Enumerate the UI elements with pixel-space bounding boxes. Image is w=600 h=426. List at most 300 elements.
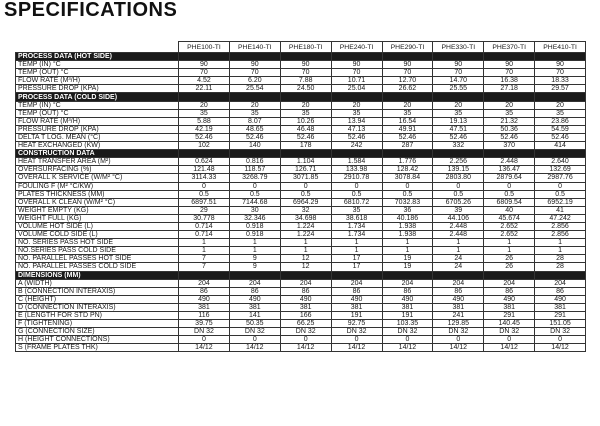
table-cell: 70 — [433, 69, 484, 77]
table-cell: 1.938 — [382, 222, 433, 230]
table-row — [16, 174, 586, 182]
table-cell: 7.88 — [280, 77, 331, 85]
table-cell: 0 — [382, 336, 433, 344]
table-cell: 204 — [331, 279, 382, 287]
table-cell: 16.54 — [382, 117, 433, 125]
table-cell: 370 — [484, 142, 535, 150]
table-cell: 141 — [229, 312, 280, 320]
table-cell: 490 — [179, 295, 230, 303]
table-cell: 9 — [229, 263, 280, 271]
section-heading-fill — [280, 271, 331, 279]
table-cell: 3071.85 — [280, 174, 331, 182]
table-cell: 54.59 — [535, 125, 586, 133]
table-cell: 1 — [179, 247, 230, 255]
row-label: WEIGHT FULL (KG) — [16, 214, 179, 222]
row-label: OVERALL K CLEAN (W/M² °C) — [16, 198, 179, 206]
table-cell: 2.448 — [433, 222, 484, 230]
table-cell: 241 — [433, 312, 484, 320]
table-cell: 490 — [484, 295, 535, 303]
table-row — [16, 287, 586, 295]
table-cell: 6897.51 — [179, 198, 230, 206]
table-cell: 3268.79 — [229, 174, 280, 182]
table-cell: 6809.54 — [484, 198, 535, 206]
table-cell: 7 — [179, 263, 230, 271]
section-heading-fill — [433, 93, 484, 101]
table-cell: 490 — [535, 295, 586, 303]
section-heading-fill — [331, 150, 382, 158]
table-cell: 48.65 — [229, 125, 280, 133]
table-cell: 140 — [229, 142, 280, 150]
table-cell: 10.71 — [331, 77, 382, 85]
table-cell: DN 32 — [229, 328, 280, 336]
table-cell: 5.88 — [179, 117, 230, 125]
table-cell: 86 — [484, 287, 535, 295]
table-cell: 291 — [535, 312, 586, 320]
table-cell: 204 — [179, 279, 230, 287]
table-cell: 6.20 — [229, 77, 280, 85]
table-cell: 90 — [229, 61, 280, 69]
section-heading-fill — [484, 53, 535, 61]
table-row — [16, 263, 586, 271]
table-cell: 40 — [484, 206, 535, 214]
section-heading-fill — [382, 271, 433, 279]
table-cell: 381 — [433, 303, 484, 311]
table-cell: 12.70 — [382, 77, 433, 85]
table-cell: 490 — [229, 295, 280, 303]
table-cell: 204 — [484, 279, 535, 287]
table-cell: 1 — [382, 247, 433, 255]
table-row — [16, 312, 586, 320]
section-heading: PROCESS DATA (COLD SIDE) — [16, 93, 179, 101]
table-cell: 30 — [229, 206, 280, 214]
table-cell: 1 — [280, 247, 331, 255]
model-header-phe140-ti: PHE140-TI — [229, 42, 280, 53]
section-header-row — [16, 53, 586, 61]
table-cell: 191 — [331, 312, 382, 320]
table-cell: 39 — [433, 206, 484, 214]
row-label: H (HEIGHT CONNECTIONS) — [16, 336, 179, 344]
section-heading-fill — [484, 93, 535, 101]
table-cell: 1.104 — [280, 158, 331, 166]
table-cell: 2.448 — [433, 231, 484, 239]
model-header-phe290-ti: PHE290-TI — [382, 42, 433, 53]
table-cell: 35 — [280, 109, 331, 117]
table-row — [16, 182, 586, 190]
table-cell: 52.46 — [535, 133, 586, 141]
table-cell: 14/12 — [484, 344, 535, 352]
table-cell: 2987.76 — [535, 174, 586, 182]
table-cell: 0 — [484, 182, 535, 190]
table-cell: 1 — [484, 247, 535, 255]
table-cell: 2.640 — [535, 158, 586, 166]
table-cell: 90 — [535, 61, 586, 69]
table-cell: 35 — [331, 206, 382, 214]
table-cell: 86 — [433, 287, 484, 295]
table-cell: 178 — [280, 142, 331, 150]
table-cell: 10.26 — [280, 117, 331, 125]
row-label: PLATES THICKNESS (MM) — [16, 190, 179, 198]
table-cell: 7032.83 — [382, 198, 433, 206]
table-cell: 381 — [484, 303, 535, 311]
table-cell: 19 — [382, 255, 433, 263]
table-cell: 490 — [331, 295, 382, 303]
table-row — [16, 336, 586, 344]
section-heading-fill — [382, 53, 433, 61]
table-row — [16, 101, 586, 109]
table-cell: 52.46 — [382, 133, 433, 141]
section-heading-fill — [535, 53, 586, 61]
row-label: TEMP (OUT) °C — [16, 109, 179, 117]
table-cell: 381 — [179, 303, 230, 311]
table-row — [16, 295, 586, 303]
table-cell: 0 — [179, 182, 230, 190]
table-cell: 0.5 — [382, 190, 433, 198]
table-row — [16, 69, 586, 77]
model-header-phe330-ti: PHE330-TI — [433, 42, 484, 53]
table-cell: 20 — [535, 101, 586, 109]
table-cell: 132.69 — [535, 166, 586, 174]
table-cell: 70 — [484, 69, 535, 77]
table-row — [16, 303, 586, 311]
table-cell: 1 — [484, 239, 535, 247]
row-label: PRESSURE DROP (KPA) — [16, 125, 179, 133]
table-cell: 52.46 — [484, 133, 535, 141]
row-label: C (HEIGHT) — [16, 295, 179, 303]
table-cell: 0.624 — [179, 158, 230, 166]
table-cell: 291 — [484, 312, 535, 320]
table-cell: 1 — [433, 247, 484, 255]
table-cell: 1 — [229, 239, 280, 247]
table-cell: 121.48 — [179, 166, 230, 174]
table-cell: 0.5 — [433, 190, 484, 198]
table-cell: 35 — [229, 109, 280, 117]
table-cell: 2803.80 — [433, 174, 484, 182]
table-cell: 14/12 — [179, 344, 230, 352]
table-cell: 17 — [331, 255, 382, 263]
table-row — [16, 198, 586, 206]
table-cell: 52.46 — [433, 133, 484, 141]
table-cell: 47.242 — [535, 214, 586, 222]
table-cell: 86 — [535, 287, 586, 295]
table-row — [16, 142, 586, 150]
table-cell: 0.5 — [229, 190, 280, 198]
row-label: A (WIDTH) — [16, 279, 179, 287]
table-cell: 1 — [535, 239, 586, 247]
table-cell: 42.19 — [179, 125, 230, 133]
table-cell: 0.918 — [229, 231, 280, 239]
section-heading-fill — [179, 271, 230, 279]
table-cell: 70 — [535, 69, 586, 77]
table-row — [16, 239, 586, 247]
section-heading-fill — [484, 150, 535, 158]
row-label: NO.SERIES PASS COLD SIDE — [16, 247, 179, 255]
row-label: E (LENGTH FOR STD PN) — [16, 312, 179, 320]
table-cell: 381 — [229, 303, 280, 311]
table-cell: 14.70 — [433, 77, 484, 85]
table-cell: 20 — [229, 101, 280, 109]
table-cell: 41 — [535, 206, 586, 214]
table-cell: 490 — [280, 295, 331, 303]
table-cell: 381 — [280, 303, 331, 311]
table-row — [16, 61, 586, 69]
section-heading-fill — [179, 150, 230, 158]
table-cell: 28 — [535, 263, 586, 271]
table-cell: 2.652 — [484, 222, 535, 230]
table-row — [16, 133, 586, 141]
table-cell: 381 — [535, 303, 586, 311]
table-cell: 1 — [433, 239, 484, 247]
table-cell: 0 — [433, 336, 484, 344]
table-row — [16, 109, 586, 117]
table-cell: 35 — [382, 109, 433, 117]
section-header-row — [16, 93, 586, 101]
table-cell: 3078.84 — [382, 174, 433, 182]
table-cell: 24 — [433, 255, 484, 263]
table-cell: 26.62 — [382, 85, 433, 93]
table-cell: 490 — [433, 295, 484, 303]
table-cell: 6964.29 — [280, 198, 331, 206]
table-cell: 24.50 — [280, 85, 331, 93]
table-cell: 29 — [179, 206, 230, 214]
model-header-phe180-ti: PHE180-TI — [280, 42, 331, 53]
table-cell: 14/12 — [382, 344, 433, 352]
table-cell: 2.856 — [535, 222, 586, 230]
table-cell: 1 — [229, 247, 280, 255]
table-cell: 287 — [382, 142, 433, 150]
row-label: B (CONNECTION INTERAXIS) — [16, 287, 179, 295]
table-cell: 47.51 — [433, 125, 484, 133]
table-cell: 32 — [280, 206, 331, 214]
table-cell: 16.38 — [484, 77, 535, 85]
table-row — [16, 77, 586, 85]
table-cell: 52.46 — [280, 133, 331, 141]
section-heading: PROCESS DATA (HOT SIDE) — [16, 53, 179, 61]
table-cell: 151.05 — [535, 320, 586, 328]
table-cell: 20 — [382, 101, 433, 109]
table-cell: 139.15 — [433, 166, 484, 174]
row-label: TEMP (OUT) °C — [16, 69, 179, 77]
table-cell: 2.256 — [433, 158, 484, 166]
table-cell: 52.46 — [179, 133, 230, 141]
table-cell: 20 — [433, 101, 484, 109]
table-row — [16, 255, 586, 263]
table-cell: 0.714 — [179, 222, 230, 230]
table-cell: 2.652 — [484, 231, 535, 239]
row-label: TEMP (IN) °C — [16, 101, 179, 109]
table-cell: 25.55 — [433, 85, 484, 93]
table-cell: 36 — [382, 206, 433, 214]
table-cell: 0 — [535, 336, 586, 344]
table-cell: 90 — [433, 61, 484, 69]
table-cell: 66.25 — [280, 320, 331, 328]
table-cell: 25.04 — [331, 85, 382, 93]
table-cell: 50.35 — [229, 320, 280, 328]
table-cell: 0 — [535, 182, 586, 190]
table-cell: 414 — [535, 142, 586, 150]
table-cell: 204 — [229, 279, 280, 287]
page-title: SPECIFICATIONS — [4, 0, 178, 21]
table-cell: 1 — [280, 239, 331, 247]
table-cell: 90 — [484, 61, 535, 69]
section-heading-fill — [179, 93, 230, 101]
table-cell: 204 — [382, 279, 433, 287]
table-cell: 1.938 — [382, 231, 433, 239]
section-heading-fill — [433, 53, 484, 61]
table-cell: 332 — [433, 142, 484, 150]
table-cell: 103.35 — [382, 320, 433, 328]
row-label: F (TIGHTENING) — [16, 320, 179, 328]
table-cell: 7 — [179, 255, 230, 263]
table-cell: 129.85 — [433, 320, 484, 328]
row-label: NO. SERIES PASS HOT SIDE — [16, 239, 179, 247]
table-cell: 14/12 — [280, 344, 331, 352]
table-cell: 204 — [535, 279, 586, 287]
table-cell: 8.07 — [229, 117, 280, 125]
section-heading-fill — [280, 53, 331, 61]
model-header-row — [16, 42, 586, 53]
table-cell: 26 — [484, 255, 535, 263]
table-cell: 52.46 — [331, 133, 382, 141]
table-cell: 6705.26 — [433, 198, 484, 206]
table-cell: 35 — [484, 109, 535, 117]
table-cell: 19 — [382, 263, 433, 271]
table-cell: 1 — [331, 247, 382, 255]
table-cell: 1 — [535, 247, 586, 255]
table-cell: 1.734 — [331, 231, 382, 239]
row-label: FLOW RATE (M³/H) — [16, 117, 179, 125]
table-cell: 86 — [331, 287, 382, 295]
section-heading-fill — [433, 271, 484, 279]
table-cell: 23.86 — [535, 117, 586, 125]
section-header-row — [16, 271, 586, 279]
table-cell: 118.57 — [229, 166, 280, 174]
section-heading-fill — [535, 93, 586, 101]
table-cell: DN 32 — [280, 328, 331, 336]
table-cell: DN 32 — [433, 328, 484, 336]
table-cell: 166 — [280, 312, 331, 320]
table-cell: 0.5 — [280, 190, 331, 198]
section-heading-fill — [280, 150, 331, 158]
section-heading-fill — [535, 150, 586, 158]
table-cell: 18.33 — [535, 77, 586, 85]
table-cell: 490 — [382, 295, 433, 303]
row-label: WEIGHT EMPTY (KG) — [16, 206, 179, 214]
row-label: FOULING F (M² °C/KW) — [16, 182, 179, 190]
table-cell: 12 — [280, 263, 331, 271]
table-cell: 6952.19 — [535, 198, 586, 206]
table-cell: 38.618 — [331, 214, 382, 222]
table-cell: 1.584 — [331, 158, 382, 166]
section-heading-fill — [484, 271, 535, 279]
table-row — [16, 125, 586, 133]
header-corner — [16, 42, 179, 53]
table-cell: 191 — [382, 312, 433, 320]
table-cell: 50.36 — [484, 125, 535, 133]
table-cell: 2910.78 — [331, 174, 382, 182]
table-cell: 46.48 — [280, 125, 331, 133]
table-cell: 0 — [382, 182, 433, 190]
section-header-row — [16, 150, 586, 158]
table-cell: 25.54 — [229, 85, 280, 93]
table-cell: 1.734 — [331, 222, 382, 230]
table-row — [16, 85, 586, 93]
table-cell: 0 — [280, 336, 331, 344]
table-cell: 102 — [179, 142, 230, 150]
table-cell: 1.776 — [382, 158, 433, 166]
table-cell: 14/12 — [535, 344, 586, 352]
section-heading-fill — [229, 53, 280, 61]
section-heading-fill — [382, 150, 433, 158]
table-cell: 19.13 — [433, 117, 484, 125]
section-heading-fill — [535, 271, 586, 279]
table-row — [16, 222, 586, 230]
table-cell: DN 32 — [535, 328, 586, 336]
section-heading-fill — [229, 93, 280, 101]
table-cell: DN 32 — [484, 328, 535, 336]
table-row — [16, 279, 586, 287]
row-label: D (CONNECTION INTERAXIS) — [16, 303, 179, 311]
table-cell: 12 — [280, 255, 331, 263]
table-cell: 14/12 — [433, 344, 484, 352]
row-label: VOLUME COLD SIDE (L) — [16, 231, 179, 239]
table-cell: 0 — [280, 182, 331, 190]
table-cell: 22.11 — [179, 85, 230, 93]
table-cell: 0.714 — [179, 231, 230, 239]
table-row — [16, 166, 586, 174]
table-cell: 90 — [179, 61, 230, 69]
table-cell: 21.32 — [484, 117, 535, 125]
table-cell: 2879.64 — [484, 174, 535, 182]
table-row — [16, 158, 586, 166]
table-cell: 45.674 — [484, 214, 535, 222]
table-cell: 14/12 — [331, 344, 382, 352]
section-heading-fill — [382, 93, 433, 101]
table-cell: 133.98 — [331, 166, 382, 174]
table-cell: 116 — [179, 312, 230, 320]
table-row — [16, 328, 586, 336]
table-row — [16, 344, 586, 352]
table-row — [16, 231, 586, 239]
row-label: FLOW RATE (M³/H) — [16, 77, 179, 85]
table-cell: 136.47 — [484, 166, 535, 174]
table-cell: 86 — [280, 287, 331, 295]
table-row — [16, 190, 586, 198]
section-heading: DIMENSIONS (MM) — [16, 271, 179, 279]
table-cell: 90 — [331, 61, 382, 69]
table-cell: 17 — [331, 263, 382, 271]
table-row — [16, 247, 586, 255]
row-label: NO. PARALLEL PASSES HOT SIDE — [16, 255, 179, 263]
row-label: VOLUME HOT SIDE (L) — [16, 222, 179, 230]
table-cell: 0.5 — [535, 190, 586, 198]
model-header-phe370-ti: PHE370-TI — [484, 42, 535, 53]
table-cell: 35 — [331, 109, 382, 117]
table-cell: 0.816 — [229, 158, 280, 166]
table-cell: 3114.33 — [179, 174, 230, 182]
table-cell: 7144.68 — [229, 198, 280, 206]
model-header-phe100-ti: PHE100-TI — [179, 42, 230, 53]
table-cell: 2.856 — [535, 231, 586, 239]
table-cell: 0 — [179, 336, 230, 344]
table-cell: 0 — [229, 182, 280, 190]
table-cell: 4.52 — [179, 77, 230, 85]
row-label: G (CONNECTION SIZE) — [16, 328, 179, 336]
table-cell: 128.42 — [382, 166, 433, 174]
table-cell: 92.75 — [331, 320, 382, 328]
table-cell: 35 — [433, 109, 484, 117]
table-cell: 381 — [331, 303, 382, 311]
table-cell: 90 — [280, 61, 331, 69]
